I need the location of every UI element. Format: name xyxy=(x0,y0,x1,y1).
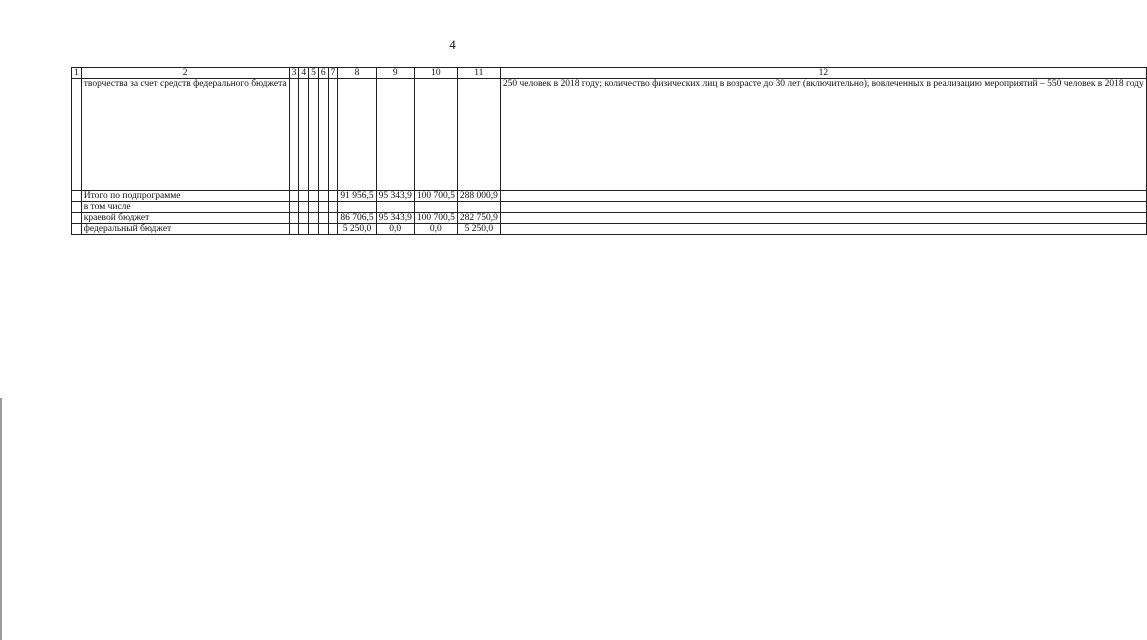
table-cell: в том числе xyxy=(81,202,289,213)
table-cell xyxy=(318,213,328,224)
table-cell xyxy=(328,224,338,235)
table-cell xyxy=(299,191,309,202)
table-cell: краевой бюджет xyxy=(81,213,289,224)
table-cell xyxy=(414,79,457,191)
table-cell xyxy=(500,202,1146,213)
column-header: 3 xyxy=(289,68,299,79)
table-cell: 95 343,9 xyxy=(376,191,414,202)
table-row xyxy=(72,191,1147,202)
table-cell xyxy=(309,79,319,191)
table-cell: 0,0 xyxy=(414,224,457,235)
table-cell xyxy=(309,191,319,202)
table-cell: 288 000,9 xyxy=(457,191,500,202)
table-cell xyxy=(299,79,309,191)
page-number: 4 xyxy=(449,37,456,52)
table-cell: 95 343,9 xyxy=(376,213,414,224)
column-header: 6 xyxy=(318,68,328,79)
table-cell xyxy=(500,191,1146,202)
table-cell xyxy=(299,202,309,213)
table-cell: творчества за счет средств федерального бюджета xyxy=(81,79,289,191)
table-row xyxy=(72,213,1147,224)
table-cell: 250 человек в 2018 году; количество физических лиц в возрасте до 30 лет (включительно), вовлеченных в реализацию мероприятий – 550 человек в 2018 году xyxy=(500,79,1146,191)
table-cell xyxy=(457,79,500,191)
table-cell xyxy=(72,213,82,224)
table-cell: 86 706,5 xyxy=(338,213,376,224)
column-header: 2 xyxy=(81,68,289,79)
table-cell: Итого по подпрограмме xyxy=(81,191,289,202)
table-cell xyxy=(376,202,414,213)
table-row xyxy=(72,224,1147,235)
table-cell: 100 700,5 xyxy=(414,213,457,224)
table-cell xyxy=(338,202,376,213)
column-header: 7 xyxy=(328,68,338,79)
table-cell xyxy=(328,213,338,224)
table-cell: 282 750,9 xyxy=(457,213,500,224)
table-row xyxy=(72,79,1147,191)
table-cell xyxy=(299,224,309,235)
table-cell xyxy=(338,79,376,191)
table-cell xyxy=(72,79,82,191)
table-cell xyxy=(309,202,319,213)
table-cell xyxy=(328,79,338,191)
table-cell xyxy=(72,224,82,235)
table-cell xyxy=(328,202,338,213)
table-cell xyxy=(318,202,328,213)
table-cell xyxy=(328,191,338,202)
table-cell xyxy=(318,224,328,235)
table-cell: 5 250,0 xyxy=(338,224,376,235)
column-header: 4 xyxy=(299,68,309,79)
table-cell xyxy=(457,202,500,213)
table-cell xyxy=(299,213,309,224)
column-header: 12 xyxy=(500,68,1146,79)
table-cell xyxy=(414,202,457,213)
table-cell xyxy=(318,79,328,191)
table-cell xyxy=(500,224,1146,235)
table-cell xyxy=(309,213,319,224)
table-cell xyxy=(309,224,319,235)
table-cell: 100 700,5 xyxy=(414,191,457,202)
table-cell xyxy=(318,191,328,202)
table-cell xyxy=(289,79,299,191)
table-cell xyxy=(72,191,82,202)
table-cell xyxy=(289,213,299,224)
table-row xyxy=(72,202,1147,213)
scan-edge-line xyxy=(0,398,2,640)
table-cell: 5 250,0 xyxy=(457,224,500,235)
column-header: 8 xyxy=(338,68,376,79)
table-cell xyxy=(500,213,1146,224)
table-cell xyxy=(376,79,414,191)
table-header-row xyxy=(72,68,1147,79)
column-header: 1 xyxy=(72,68,82,79)
column-header: 10 xyxy=(414,68,457,79)
column-header: 5 xyxy=(309,68,319,79)
table-cell: 91 956,5 xyxy=(338,191,376,202)
table-cell: федеральный бюджет xyxy=(81,224,289,235)
table-cell xyxy=(289,202,299,213)
column-header: 9 xyxy=(376,68,414,79)
budget-table xyxy=(71,67,1147,235)
table-cell xyxy=(289,191,299,202)
table-cell xyxy=(289,224,299,235)
table-cell: 0,0 xyxy=(376,224,414,235)
column-header: 11 xyxy=(457,68,500,79)
table-cell xyxy=(72,202,82,213)
